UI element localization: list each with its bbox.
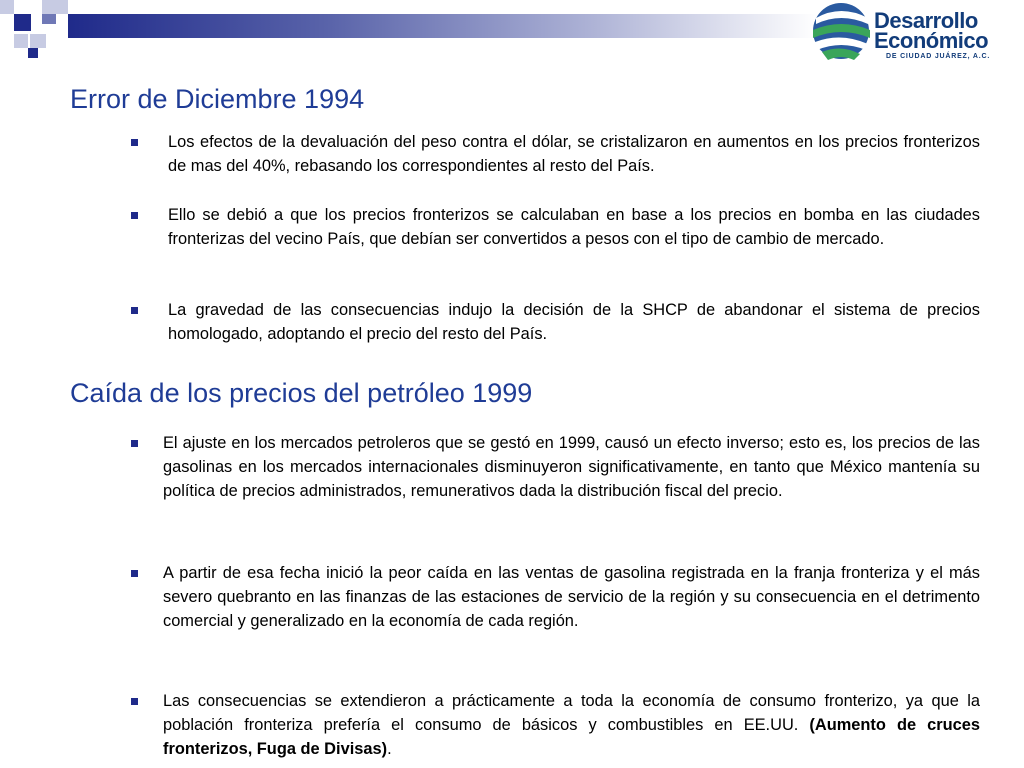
logo-title-line2: Económico	[874, 28, 989, 53]
bullet-text: A partir de esa fecha inició la peor caída en las ventas de gasolina registrada en la franja fronteriza y el más severo quebranto en las finanzas de las estaciones de servicio de la región y su consecuencia en el detrimento comercial y generalizado en la economía de cada región.	[163, 564, 980, 630]
bullet-text-plain: Las consecuencias se extendieron a prácticamente a toda la economía de consumo fronterizo, ya que la población fronteriza prefería el consumo de básicos y combustibles en EE.UU.	[163, 692, 980, 734]
header-square-light	[56, 0, 68, 14]
header-square-light	[42, 0, 56, 14]
header-square-dark	[14, 14, 31, 31]
bullet-marker	[131, 307, 138, 314]
globe-logo-icon	[810, 0, 872, 66]
bullet-text-end: .	[387, 740, 392, 758]
header-square-light	[14, 34, 28, 48]
header-square-light	[0, 0, 14, 14]
bullet-text-bold: (Aumento de cruces fronterizos, Fuga de Divisas)	[163, 716, 980, 758]
bullet-text: Ello se debió a que los precios fronterizos se calculaban en base a los precios en bomba en las ciudades fronterizas del vecino País, que debían ser convertidos a pesos con el tipo de cambio de mercado.	[168, 206, 980, 248]
header-square-mid	[42, 14, 56, 24]
section-heading: Error de Diciembre 1994	[70, 84, 365, 114]
bullet-marker	[131, 570, 138, 577]
bullet-marker	[131, 698, 138, 705]
logo-subtitle: DE CIUDAD JUÁREZ, A.C.	[886, 53, 991, 60]
bullet-marker	[131, 440, 138, 447]
bullet-text: Los efectos de la devaluación del peso contra el dólar, se cristalizaron en aumentos en los precios fronterizos de mas del 40%, rebasando los correspondientes al resto del País.	[168, 133, 980, 175]
header-gradient-bar	[68, 14, 818, 38]
bullet-text: La gravedad de las consecuencias indujo la decisión de la SHCP de abandonar el sistema de precios homologado, adoptando el precio del resto del País.	[168, 301, 980, 343]
section-heading: Caída de los precios del petróleo 1999	[70, 378, 533, 408]
bullet-text-last	[163, 689, 980, 761]
header-square-light	[30, 34, 46, 48]
header-square-dark	[28, 48, 38, 58]
bullet-text: El ajuste en los mercados petroleros que se gestó en 1999, causó un efecto inverso; esto es, los precios de las gasolinas en los mercados internacionales disminuyeron significativamente, en tanto que México mantenía su política de precios administrados, remunerativos dada la distribución fiscal del precio.	[163, 434, 980, 500]
organization-logo	[806, 0, 1024, 70]
bullet-marker	[131, 212, 138, 219]
bullet-marker	[131, 139, 138, 146]
logo-title-line1: Desarrollo	[874, 8, 978, 33]
